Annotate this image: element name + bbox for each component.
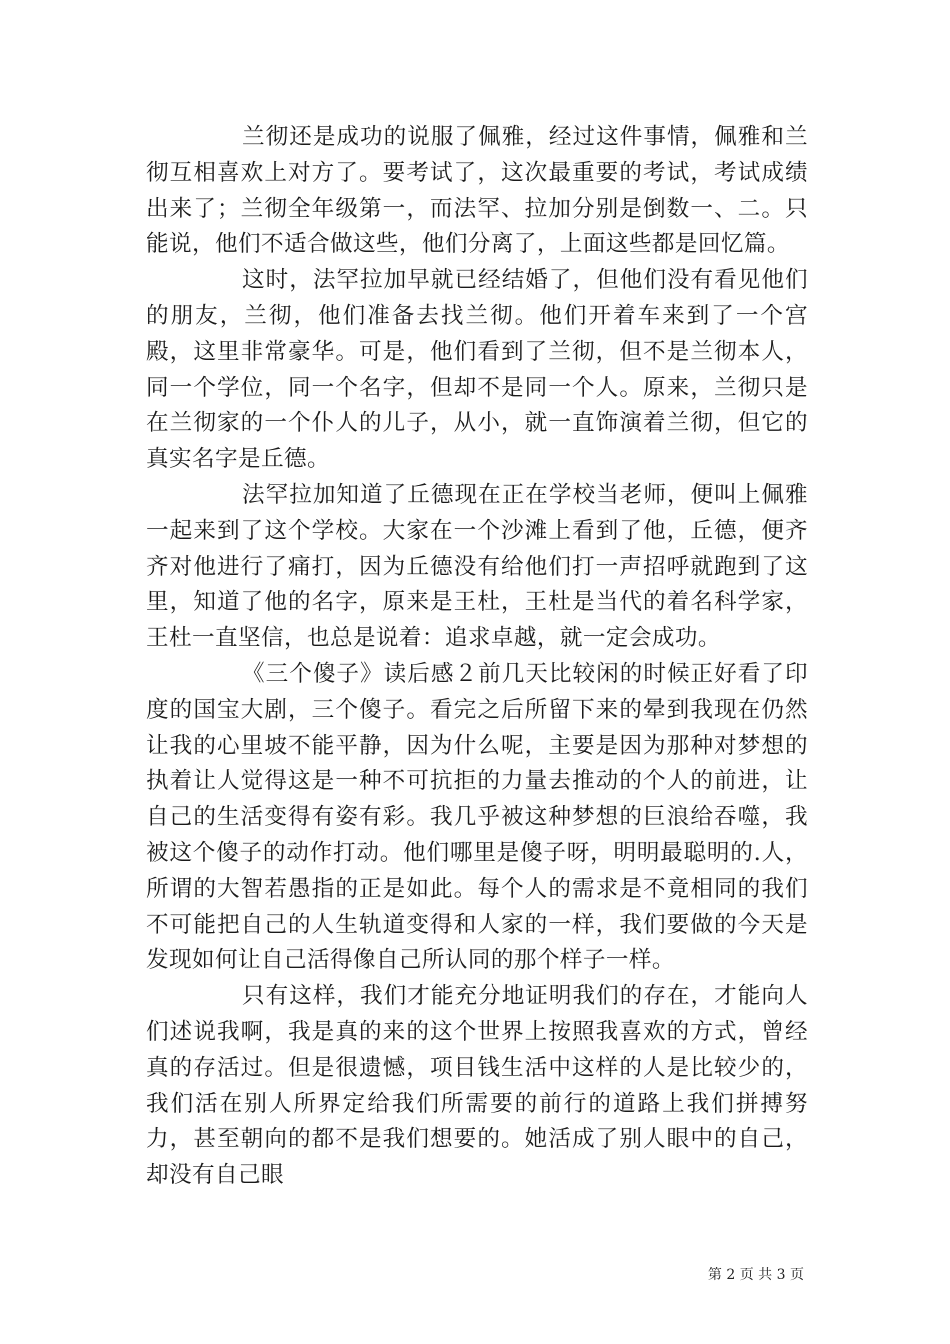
page-number-footer: 第 2 页 共 3 页 [707,1267,804,1283]
paragraph-3: 法罕拉加知道了丘德现在正在学校当老师，便叫上佩雅一起来到了这个学校。大家在一个沙滩上看到了他，丘德，便齐齐对他进行了痛打，因为丘德没有给他们打一声招呼就跑到了这里，知道了他的名字，原来是王杜，王杜是当代的着名科学家，王杜一直坚信，也总是说着：追求卓越，就一定会成功。 [146,481,808,652]
paragraph-1: 兰彻还是成功的说服了佩雅，经过这件事情，佩雅和兰彻互相喜欢上对方了。要考试了，这次最重要的考试，考试成绩出来了；兰彻全年级第一，而法罕、拉加分别是倒数一、二。只能说，他们不适合做这些，他们分离了，上面这些都是回忆篇。 [146,124,808,258]
paragraph-2: 这时，法罕拉加早就已经结婚了，但他们没有看见他们的朋友，兰彻，他们准备去找兰彻。他们开着车来到了一个宫殿，这里非常豪华。可是，他们看到了兰彻，但不是兰彻本人，同一个学位，同一个名字，但却不是同一个人。原来，兰彻只是在兰彻家的一个仆人的儿子，从小，就一直饰演着兰彻，但它的真实名字是丘德。 [146,267,808,473]
paragraph-4: 《三个傻子》读后感２前几天比较闲的时候正好看了印度的国宝大剧，三个傻子。看完之后所留下来的晕到我现在仍然让我的心里坡不能平静，因为什么呢，主要是因为那种对梦想的执着让人觉得这是一种不可抗拒的力量去推动的个人的前进，让自己的生活变得有姿有彩。我几乎被这种梦想的巨浪给吞噬，我被这个傻子的动作打动。他们哪里是傻子呀，明明最聪明的.人，所谓的大智若愚指的正是如此。每个人的需求是不竟相同的我们不可能把自己的人生轨道变得和人家的一样，我们要做的今天是发现如何让自己活得像自己所认同的那个样子一样。 [146,660,809,974]
paragraph-5: 只有这样，我们才能充分地证明我们的存在，才能向人们述说我啊，我是真的来的这个世界上按照我喜欢的方式，曾经真的存活过。但是很遗憾，项目钱生活中这样的人是比较少的，我们活在别人所界定给我们所需要的前行的道路上我们拼搏努力，甚至朝向的都不是我们想要的。她活成了别人眼中的自己，却没有自己眼 [146,983,808,1189]
document-body [146,120,808,1194]
